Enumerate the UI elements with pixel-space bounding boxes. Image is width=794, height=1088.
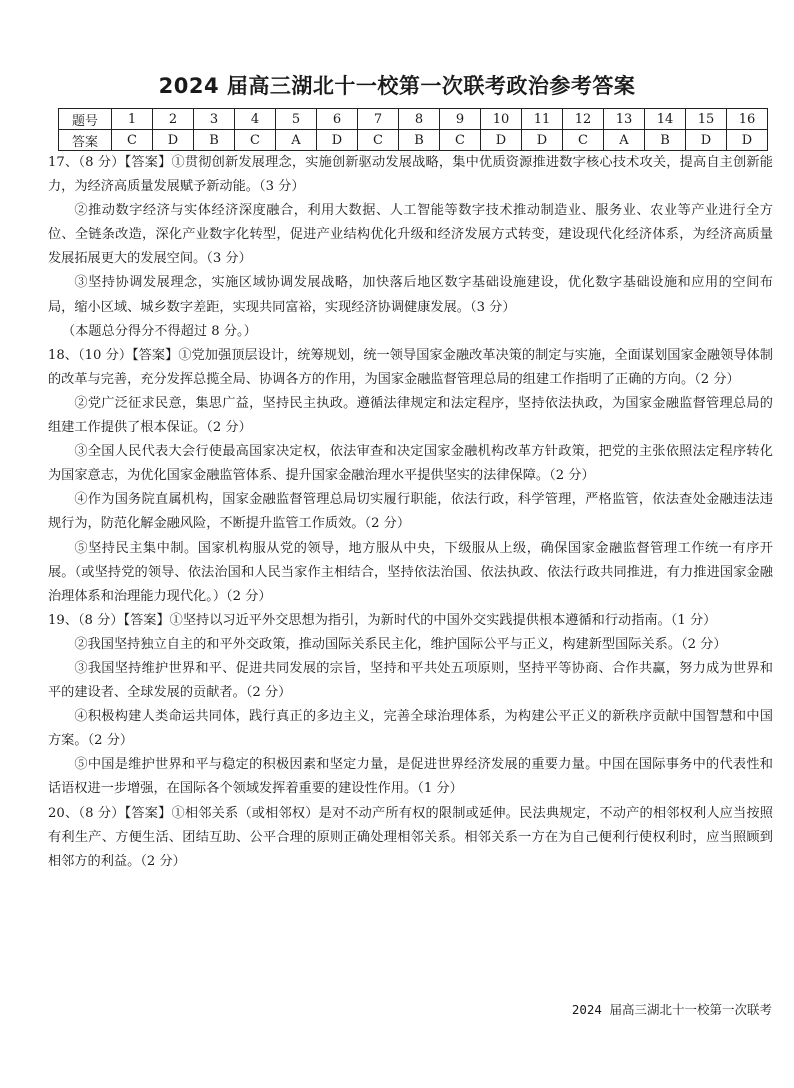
- answer-cell: D: [522, 130, 563, 151]
- q18-answer-point-4: ④作为国务院直属机构，国家金融监督管理总局切实履行职能，依法行政，科学管理，严格监管，依法查处金融违法违规行为，防范化解金融风险，不断提升监管工作质效。（2 分）: [48, 492, 773, 532]
- answer-cell: B: [399, 130, 440, 151]
- question-number: 7: [358, 109, 399, 130]
- question-number: 15: [686, 109, 727, 130]
- q18-answer-point-2: ②党广泛征求民意，集思广益，坚持民主执政。遵循法律规定和法定程序，坚持依法执政，为国家金融监督管理总局的组建工作提供了根本保证。（2 分）: [48, 395, 773, 436]
- question-17: [48, 151, 773, 344]
- q18-answer-point-5: ⑤坚持民主集中制。国家机构服从党的领导，地方服从中央，下级服从上级，确保国家金融监督管理工作统一有序开展。（或坚持党的领导、依法治国和人民当家作主相结合，坚持依法治国、依法执政、依法行政共同推进，有力推进国家金融治理体系和治理能力现代化。）（2 分）: [48, 540, 773, 604]
- question-number: 1: [112, 109, 153, 130]
- question-number: 4: [235, 109, 276, 130]
- answer-cell: B: [194, 130, 235, 151]
- q19-answer-point-4: ④积极构建人类命运共同体，践行真正的多边主义，完善全球治理体系，为构建公平正义的新秩序贡献中国智慧和中国方案。（2 分）: [48, 709, 773, 749]
- answer-row: [59, 130, 768, 151]
- question-number: 3: [194, 109, 235, 130]
- q18-answer-point-1: 18、（10 分）【答案】①党加强顶层设计，统筹规划，统一领导国家金融改革决策的制定与实施，全面谋划国家金融领导体制的改革与完善，充分发挥总揽全局、协调各方的作用，为国家金融监督管理总局的组建工作指明了正确的方向。（2 分）: [48, 347, 773, 387]
- answer-cell: A: [604, 130, 645, 151]
- answer-cell: D: [317, 130, 358, 151]
- q18-answer-point-3: ③全国人民代表大会行使最高国家决定权，依法审查和决定国家金融机构改革方针政策，把党的主张依照法定程序转化为国家意志，为优化国家金融监管体系、提升国家金融治理水平提供坚实的法律保障。（2 分）: [48, 444, 773, 484]
- page-title: 2024 届高三湖北十一校第一次联考政治参考答案: [158, 74, 636, 98]
- question-number: 10: [481, 109, 522, 130]
- question-number: 5: [276, 109, 317, 130]
- question-18: [48, 344, 773, 609]
- question-number: 16: [727, 109, 768, 130]
- answer-cell: C: [358, 130, 399, 151]
- q17-answer-point-1: 17、（8 分）【答案】①贯彻创新发展理念，实施创新驱动发展战略，集中优质资源推进数字核心技术攻关，提高自主创新能力，为经济高质量发展赋予新动能。（3 分）: [48, 155, 773, 195]
- question-number: 14: [645, 109, 686, 130]
- answer-cell: C: [440, 130, 481, 151]
- q19-answer-point-3: ③我国坚持维护世界和平、促进共同发展的宗旨，坚持和平共处五项原则，坚持平等协商、合作共赢，努力成为世界和平的建设者、全球发展的贡献者。（2 分）: [48, 660, 773, 701]
- q19-answer-point-5: ⑤中国是维护世界和平与稳定的积极因素和坚定力量，是促进世界经济发展的重要力量。中国在国际事务中的代表性和话语权进一步增强，在国际各个领域发挥着重要的建设性作用。（1 分）: [48, 757, 773, 797]
- question-number: 12: [563, 109, 604, 130]
- row-label-number: 题号: [59, 109, 112, 130]
- q17-answer-point-3: ③坚持协调发展理念，实施区域协调发展战略，加快落后地区数字基础设施建设，优化数字基础设施和应用的空间布局，缩小区域、城乡数字差距，实现共同富裕，实现经济协调健康发展。（3 分）: [48, 275, 773, 315]
- q19-answer-point-2: ②我国坚持独立自主的和平外交政策，推动国际关系民主化，维护国际公平与正义，构建新型国际关系。（2 分）: [74, 636, 727, 652]
- question-19: [48, 609, 773, 802]
- q20-answer-point-1: 20、（8 分）【答案】①相邻关系（或相邻权）是对不动产所有权的限制或延伸。民法典规定，不动产的相邻权利人应当按照有利生产、方便生活、团结互助、公平合理的原则正确处理相邻关系。相邻关系一方在为自己便利行使权利时，应当照顾到相邻方的利益。（2 分）: [48, 805, 773, 869]
- question-number: 8: [399, 109, 440, 130]
- answers-body: [48, 151, 773, 874]
- question-20: [48, 802, 773, 874]
- answer-cell: D: [153, 130, 194, 151]
- answer-cell: B: [645, 130, 686, 151]
- answer-cell: D: [727, 130, 768, 151]
- question-number-row: [59, 109, 768, 130]
- q19-answer-point-1: 19、（8 分）【答案】①坚持以习近平外交思想为指引，为新时代的中国外交实践提供根本遵循和行动指南。（1 分）: [48, 612, 717, 628]
- answer-cell: D: [481, 130, 522, 151]
- answer-cell: D: [686, 130, 727, 151]
- q17-answer-point-2: ②推动数字经济与实体经济深度融合，利用大数据、人工智能等数字技术推动制造业、服务业、农业等产业进行全方位、全链条改造，深化产业数字化转型，促进产业结构优化升级和经济发展方式转变，建设现代化经济体系，为经济高质量发展拓展更大的发展空间。（3 分）: [48, 203, 773, 267]
- answer-cell: C: [563, 130, 604, 151]
- answer-cell: C: [235, 130, 276, 151]
- question-number: 6: [317, 109, 358, 130]
- page-footer: 2024 届高三湖北十一校第一次联考: [571, 1002, 772, 1017]
- question-number: 2: [153, 109, 194, 130]
- question-number: 11: [522, 109, 563, 130]
- answer-cell: C: [112, 130, 153, 151]
- q17-score-note: （本题总分得分不得超过 8 分。）: [62, 323, 257, 339]
- question-number: 9: [440, 109, 481, 130]
- question-number: 13: [604, 109, 645, 130]
- row-label-answer: 答案: [59, 130, 112, 151]
- answer-table: [58, 108, 768, 151]
- answer-cell: A: [276, 130, 317, 151]
